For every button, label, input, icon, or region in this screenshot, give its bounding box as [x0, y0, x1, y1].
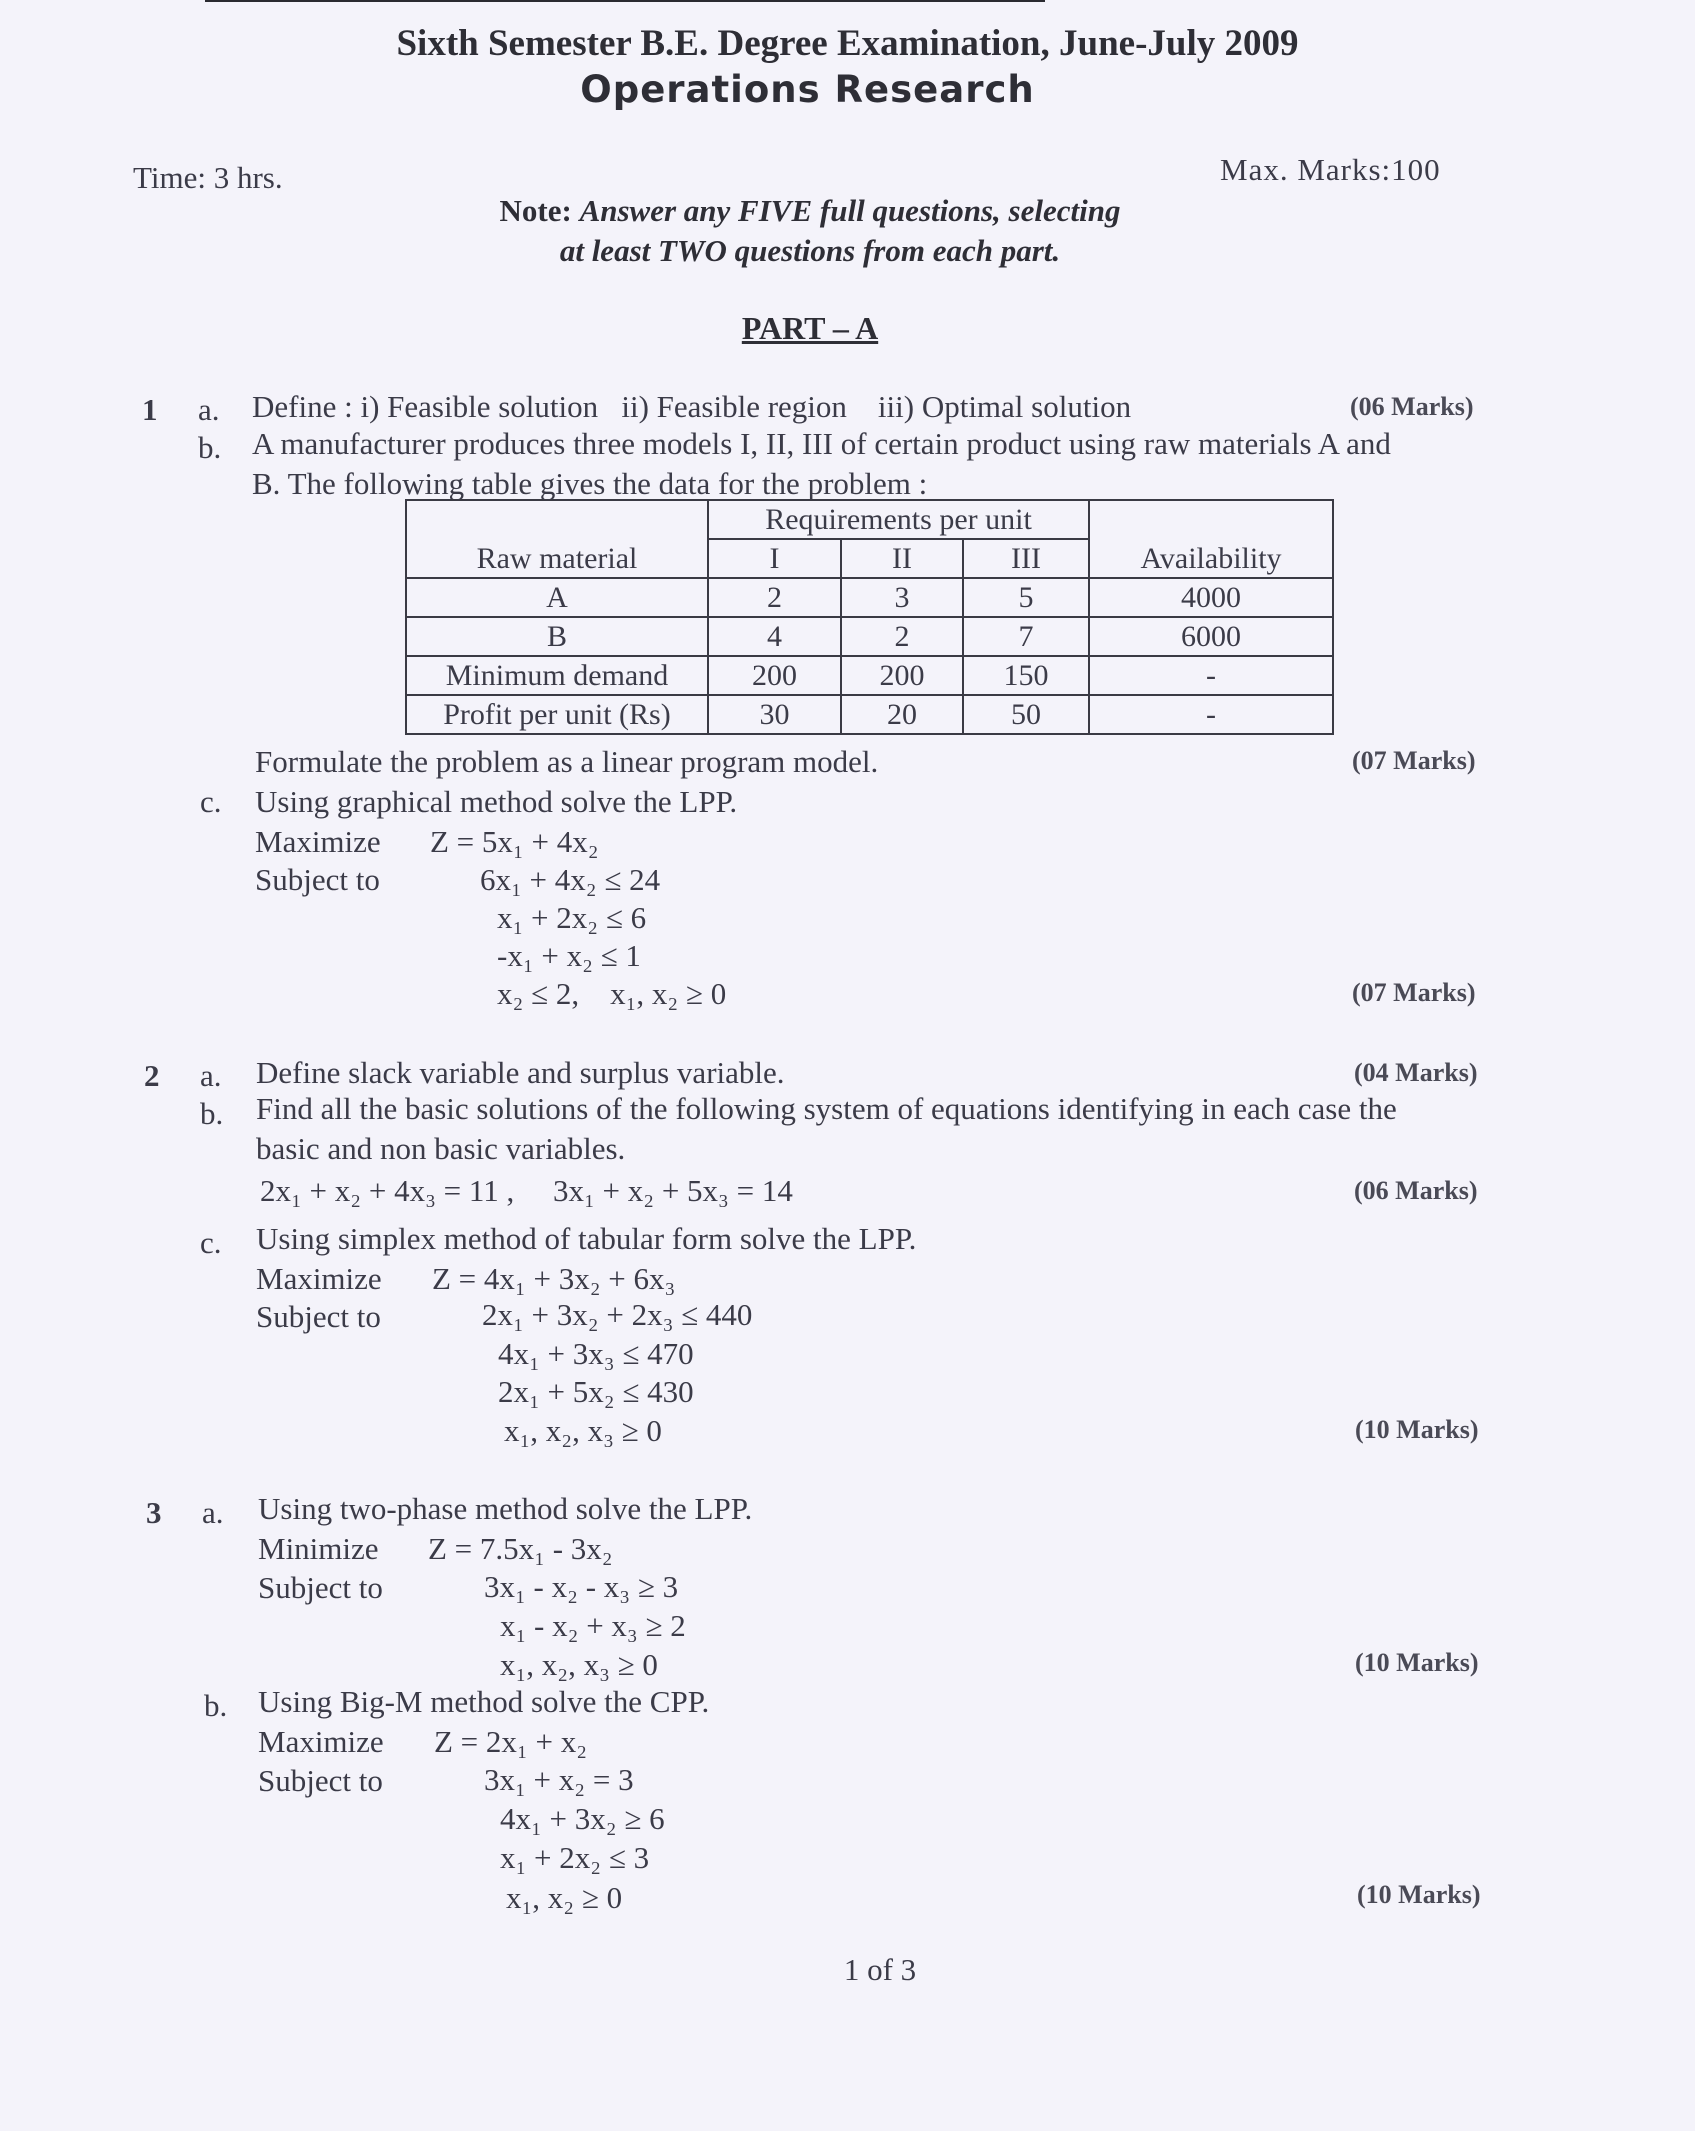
q3a-marks: (10 Marks) — [1355, 1648, 1479, 1677]
q2b-line-1: Find all the basic solutions of the following system of equations identifying in each case the — [256, 1091, 1397, 1126]
cell: 200 — [708, 656, 841, 695]
cell: 2 — [841, 617, 963, 656]
q3b-objective: Z = 2x₁ + x₂ — [434, 1724, 588, 1759]
cell: 5 — [963, 578, 1089, 617]
exam-time: Time: 3 hrs. — [133, 160, 283, 195]
q1c-objective: Z = 5x₁ + 4x₂ — [430, 824, 599, 859]
q2b-equations: 2x₁ + x₂ + 4x₃ = 11 , 3x₁ + x₂ + 5x₃ = 14 — [260, 1173, 793, 1208]
table-row — [406, 656, 1333, 695]
q2b-marks: (06 Marks) — [1354, 1176, 1478, 1205]
cell: - — [1089, 695, 1333, 734]
q1b-formulate: Formulate the problem as a linear program model. — [255, 744, 879, 779]
cell: 6000 — [1089, 617, 1333, 656]
q2c-text: Using simplex method of tabular form solve the LPP. — [256, 1221, 917, 1256]
q1b-marks: (07 Marks) — [1352, 746, 1476, 775]
note-text-1: Answer any FIVE full questions, selecting — [579, 193, 1121, 228]
q3a-st-label: Subject to — [258, 1570, 383, 1605]
cell: 200 — [841, 656, 963, 695]
cell: 3 — [841, 578, 963, 617]
q3a-constraint-3: x₁, x₂, x₃ ≥ 0 — [500, 1647, 658, 1682]
note-text-2: at least TWO questions from each part. — [559, 233, 1061, 268]
cell: - — [1089, 656, 1333, 695]
q3b-constraint-2: 4x₁ + 3x₂ ≥ 6 — [500, 1801, 665, 1836]
q2c-objective: Z = 4x₁ + 3x₂ + 6x₃ — [432, 1261, 676, 1296]
q1c-label: c. — [200, 784, 222, 819]
q1b-label: b. — [198, 430, 222, 465]
col-raw-material: Raw material — [406, 500, 708, 578]
q1a-text: Define : i) Feasible solution ii) Feasible region iii) Optimal solution — [252, 389, 1132, 424]
q3b-constraint-4: x₁, x₂ ≥ 0 — [506, 1880, 623, 1915]
page-number: 1 of 3 — [843, 1952, 917, 1987]
question-number-1: 1 — [142, 392, 158, 427]
col-availability: Availability — [1089, 500, 1333, 578]
table-row — [406, 695, 1333, 734]
q2c-obj-label: Maximize — [256, 1261, 382, 1296]
q1c-constraint-4: x₂ ≤ 2, x₁, x₂ ≥ 0 — [497, 976, 727, 1011]
q1c-constraint-3: -x₁ + x₂ ≤ 1 — [497, 938, 641, 973]
q3a-constraint-1: 3x₁ - x₂ - x₃ ≥ 3 — [484, 1569, 679, 1604]
col-model-2: II — [841, 539, 963, 578]
q1b-line-2: B. The following table gives the data for the problem : — [252, 466, 928, 501]
q2a-marks: (04 Marks) — [1354, 1058, 1478, 1087]
table-header-row — [406, 500, 1333, 539]
cell: 50 — [963, 695, 1089, 734]
q2c-marks: (10 Marks) — [1355, 1415, 1479, 1444]
cell: 30 — [708, 695, 841, 734]
q1c-constraint-2: x₁ + 2x₂ ≤ 6 — [497, 900, 647, 935]
max-marks: Max. Marks:100 — [1220, 152, 1441, 187]
cell: 4 — [708, 617, 841, 656]
q1c-st-label: Subject to — [255, 862, 380, 897]
q1c-obj-label: Maximize — [255, 824, 381, 859]
row-label: Minimum demand — [406, 656, 708, 695]
cell: 4000 — [1089, 578, 1333, 617]
row-label: B — [406, 617, 708, 656]
col-requirements: Requirements per unit — [708, 500, 1089, 539]
q2a-label: a. — [200, 1058, 222, 1093]
cell: 2 — [708, 578, 841, 617]
q2c-constraint-1: 2x₁ + 3x₂ + 2x₃ ≤ 440 — [482, 1297, 753, 1332]
cell: 150 — [963, 656, 1089, 695]
q1a-marks: (06 Marks) — [1350, 392, 1474, 421]
row-label: A — [406, 578, 708, 617]
exam-title: Sixth Semester B.E. Degree Examination, June-July 2009 — [396, 23, 1299, 64]
part-heading: PART – A — [741, 310, 879, 346]
question-number-3: 3 — [146, 1495, 162, 1530]
q3b-constraint-1: 3x₁ + x₂ = 3 — [484, 1762, 634, 1797]
q2c-label: c. — [200, 1225, 222, 1260]
note-line-2 — [0, 233, 1620, 269]
col-model-1: I — [708, 539, 841, 578]
q3a-objective: Z = 7.5x₁ - 3x₂ — [428, 1531, 613, 1566]
q2b-line-2: basic and non basic variables. — [256, 1131, 626, 1166]
note-label: Note: — [499, 193, 572, 228]
row-label: Profit per unit (Rs) — [406, 695, 708, 734]
q2c-constraint-4: x₁, x₂, x₃ ≥ 0 — [504, 1413, 662, 1448]
q3b-constraint-3: x₁ + 2x₂ ≤ 3 — [500, 1840, 650, 1875]
cell: 7 — [963, 617, 1089, 656]
table-row — [406, 578, 1333, 617]
q1c-constraint-1: 6x₁ + 4x₂ ≤ 24 — [480, 862, 661, 897]
q3a-label: a. — [202, 1495, 224, 1530]
q3b-st-label: Subject to — [258, 1763, 383, 1798]
q3b-obj-label: Maximize — [258, 1724, 384, 1759]
note-line-1 — [0, 193, 1620, 229]
table-row — [406, 617, 1333, 656]
q1c-text: Using graphical method solve the LPP. — [255, 784, 738, 819]
q3b-text: Using Big-M method solve the CPP. — [258, 1684, 710, 1719]
subject-title: Operations Research — [580, 68, 1035, 111]
col-model-3: III — [963, 539, 1089, 578]
q1c-marks: (07 Marks) — [1352, 978, 1476, 1007]
q3a-obj-label: Minimize — [258, 1531, 379, 1566]
q2c-constraint-3: 2x₁ + 5x₂ ≤ 430 — [498, 1374, 694, 1409]
q3b-label: b. — [204, 1688, 228, 1723]
question-number-2: 2 — [144, 1058, 160, 1093]
q1a-label: a. — [198, 392, 220, 427]
q3b-marks: (10 Marks) — [1357, 1880, 1481, 1909]
requirements-table — [405, 499, 1334, 735]
q3a-text: Using two-phase method solve the LPP. — [258, 1491, 753, 1526]
q2c-st-label: Subject to — [256, 1299, 381, 1334]
q1b-line-1: A manufacturer produces three models I, II, III of certain product using raw materials A and — [252, 426, 1391, 461]
q2a-text: Define slack variable and surplus variable. — [256, 1055, 785, 1090]
top-rule — [205, 0, 1045, 2]
q3a-constraint-2: x₁ - x₂ + x₃ ≥ 2 — [500, 1608, 686, 1643]
q2c-constraint-2: 4x₁ + 3x₃ ≤ 470 — [498, 1336, 694, 1371]
cell: 20 — [841, 695, 963, 734]
q2b-label: b. — [200, 1096, 224, 1131]
